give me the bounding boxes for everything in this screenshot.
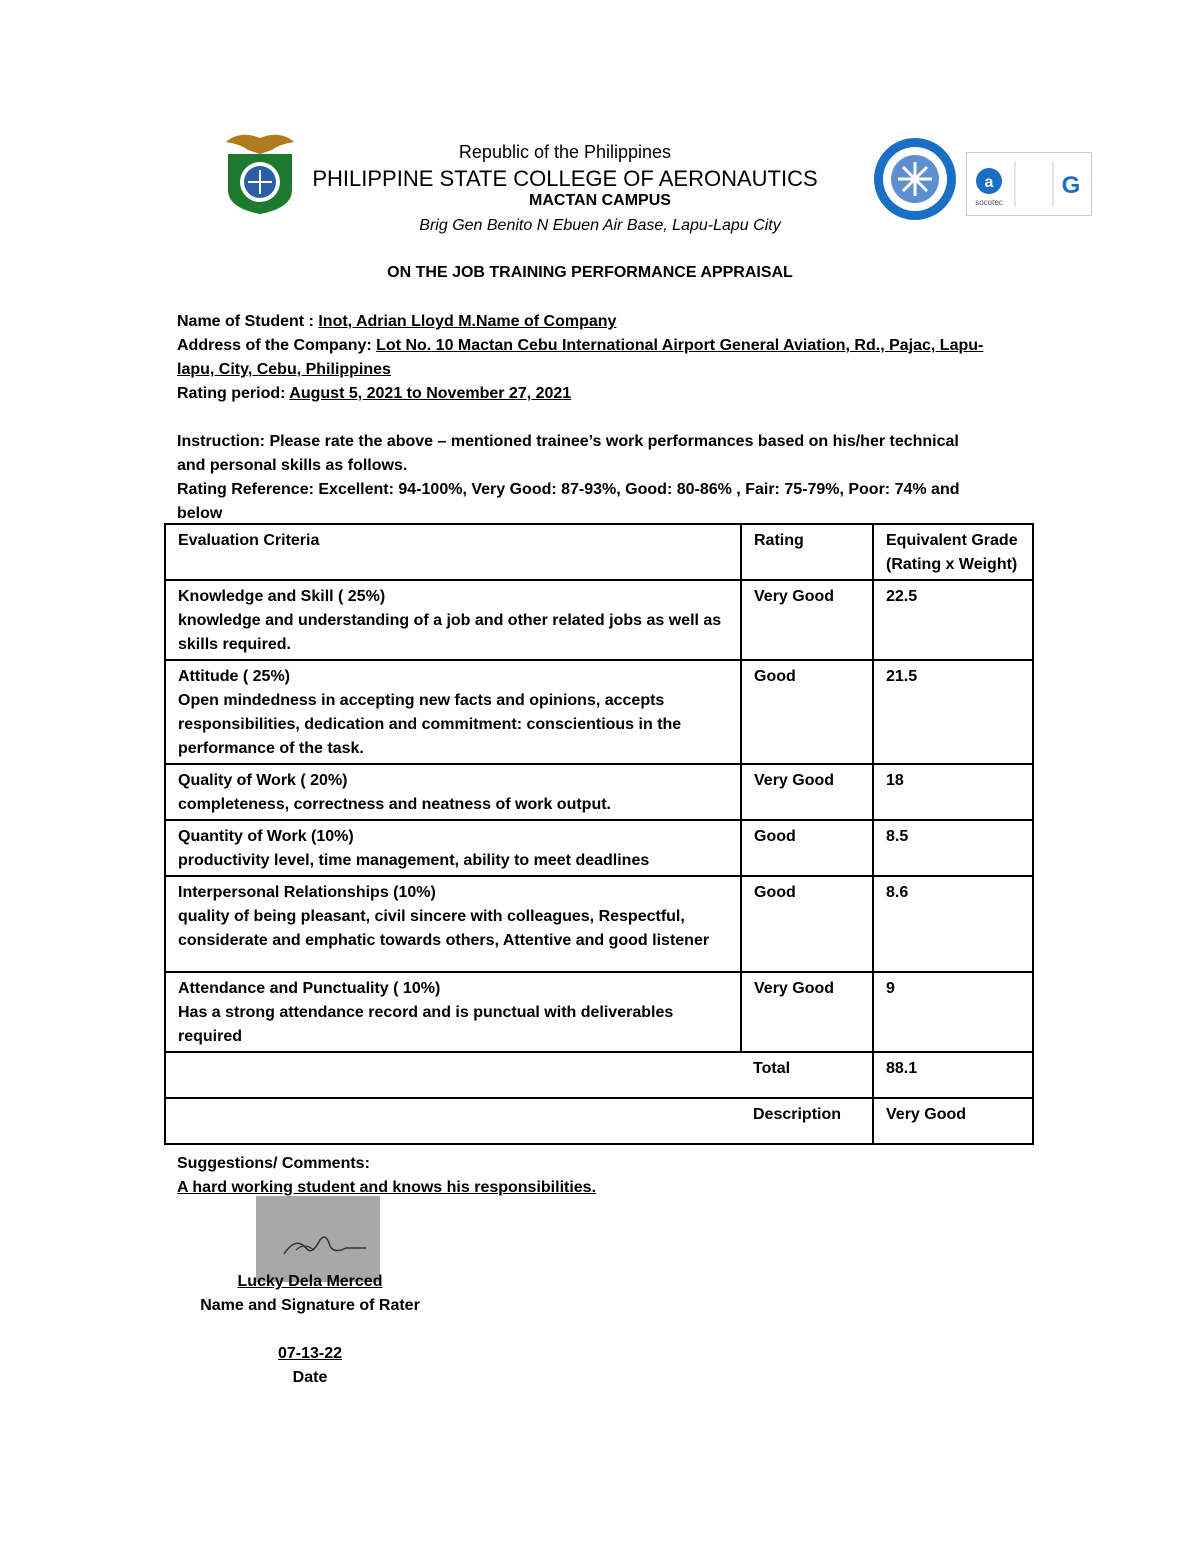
table-row <box>165 764 1033 820</box>
header-grade <box>873 524 1033 580</box>
header-rating: Rating <box>741 524 873 580</box>
criteria-cell <box>165 660 741 764</box>
republic-heading: Republic of the Philippines <box>458 142 672 162</box>
table-header-row <box>165 524 1033 580</box>
total-value: 88.1 <box>873 1052 1033 1098</box>
student-name-label: Name of Student : <box>177 313 314 330</box>
criteria-cell <box>165 876 741 972</box>
criteria-description: productivity level, time management, ability to meet deadlines <box>178 852 650 869</box>
company-address-value-2: lapu, City, Cebu, Philippines <box>177 361 391 378</box>
rating-period-line <box>177 382 571 406</box>
description-label: Description <box>741 1098 873 1144</box>
total-spacer-cell <box>165 1052 741 1098</box>
total-row <box>165 1052 1033 1098</box>
criteria-cell <box>165 820 741 876</box>
svg-text:G: G <box>1061 172 1081 199</box>
instruction-line-2: and personal skills as follows. <box>177 457 408 474</box>
rating-cell: Good <box>741 876 873 972</box>
table-row <box>165 972 1033 1052</box>
criteria-title: Interpersonal Relationships (10%) <box>178 884 436 901</box>
criteria-title: Quality of Work ( 20%) <box>178 772 348 789</box>
rating-cell: Good <box>741 820 873 876</box>
rater-name: Lucky Dela Merced <box>237 1273 383 1290</box>
grade-cell: 9 <box>873 972 1033 1052</box>
company-address-line <box>177 334 1037 382</box>
grade-cell: 22.5 <box>873 580 1033 660</box>
comments-text: A hard working student and knows his responsibilities. <box>177 1179 597 1196</box>
company-address-value-1: Lot No. 10 Mactan Cebu International Airport General Aviation, Rd., Pajac, Lapu- <box>376 337 984 354</box>
instruction-line-4: below <box>177 505 223 522</box>
campus-name: MACTAN CAMPUS <box>529 192 671 209</box>
instruction-block <box>177 430 1037 526</box>
rating-cell: Very Good <box>741 580 873 660</box>
rating-cell: Very Good <box>741 972 873 1052</box>
student-name-line <box>177 310 616 334</box>
header-grade-line-1: Equivalent Grade <box>886 532 1018 549</box>
rating-cell: Good <box>741 660 873 764</box>
comments-block <box>177 1152 596 1200</box>
description-spacer-cell <box>165 1098 741 1144</box>
evaluation-table <box>164 523 1034 1145</box>
rater-block <box>160 1270 460 1318</box>
header-criteria: Evaluation Criteria <box>165 524 741 580</box>
header-grade-line-2: (Rating x Weight) <box>886 556 1018 573</box>
criteria-cell <box>165 764 741 820</box>
rating-cell: Very Good <box>741 764 873 820</box>
rater-caption: Name and Signature of Rater <box>200 1297 420 1314</box>
grade-cell: 18 <box>873 764 1033 820</box>
table-row <box>165 580 1033 660</box>
criteria-title: Attitude ( 25%) <box>178 668 290 685</box>
socotec-text: socotec <box>975 198 1003 207</box>
grade-cell: 8.6 <box>873 876 1033 972</box>
instruction-line-3: Rating Reference: Excellent: 94-100%, Very Good: 87-93%, Good: 80-86% , Fair: 75-79%, Poor: 74% and <box>177 481 960 498</box>
rating-period-value: August 5, 2021 to November 27, 2021 <box>289 385 572 402</box>
criteria-description: quality of being pleasant, civil sincere with colleagues, Respectful, considerate and emphatic towards others, Attentive and good listener <box>178 908 710 949</box>
rater-date: 07-13-22 <box>277 1345 343 1362</box>
grade-cell: 21.5 <box>873 660 1033 764</box>
rating-period-label: Rating period: <box>177 385 286 402</box>
campus-address: Brig Gen Benito N Ebuen Air Base, Lapu-Lapu City <box>419 217 781 234</box>
total-label: Total <box>741 1052 873 1098</box>
svg-text:a: a <box>984 174 994 191</box>
criteria-description: completeness, correctness and neatness of work output. <box>178 796 611 813</box>
table-row <box>165 660 1033 764</box>
description-value: Very Good <box>873 1098 1033 1144</box>
criteria-title: Attendance and Punctuality ( 10%) <box>178 980 441 997</box>
criteria-description: Has a strong attendance record and is punctual with deliverables required <box>178 1004 674 1045</box>
document-title: ON THE JOB TRAINING PERFORMANCE APPRAISAL <box>387 264 793 281</box>
criteria-description: knowledge and understanding of a job and other related jobs as well as skills required. <box>178 612 722 653</box>
company-address-label: Address of the Company: <box>177 337 372 354</box>
comments-label: Suggestions/ Comments: <box>177 1155 370 1172</box>
criteria-cell <box>165 580 741 660</box>
table-row <box>165 820 1033 876</box>
description-row <box>165 1098 1033 1144</box>
criteria-title: Quantity of Work (10%) <box>178 828 354 845</box>
criteria-description: Open mindedness in accepting new facts and opinions, accepts responsibilities, dedication and commitment: conscientious in the performance of the task. <box>178 692 682 757</box>
table-row <box>165 876 1033 972</box>
college-name: PHILIPPINE STATE COLLEGE OF AERONAUTICS <box>312 166 818 191</box>
student-name-value: Inot, Adrian Lloyd M.Name of Company <box>318 313 617 330</box>
date-block <box>160 1342 460 1390</box>
date-caption: Date <box>292 1369 328 1386</box>
grade-cell: 8.5 <box>873 820 1033 876</box>
criteria-title: Knowledge and Skill ( 25%) <box>178 588 386 605</box>
criteria-cell <box>165 972 741 1052</box>
instruction-line-1: Instruction: Please rate the above – mentioned trainee’s work performances based on his/her technical <box>177 433 959 450</box>
